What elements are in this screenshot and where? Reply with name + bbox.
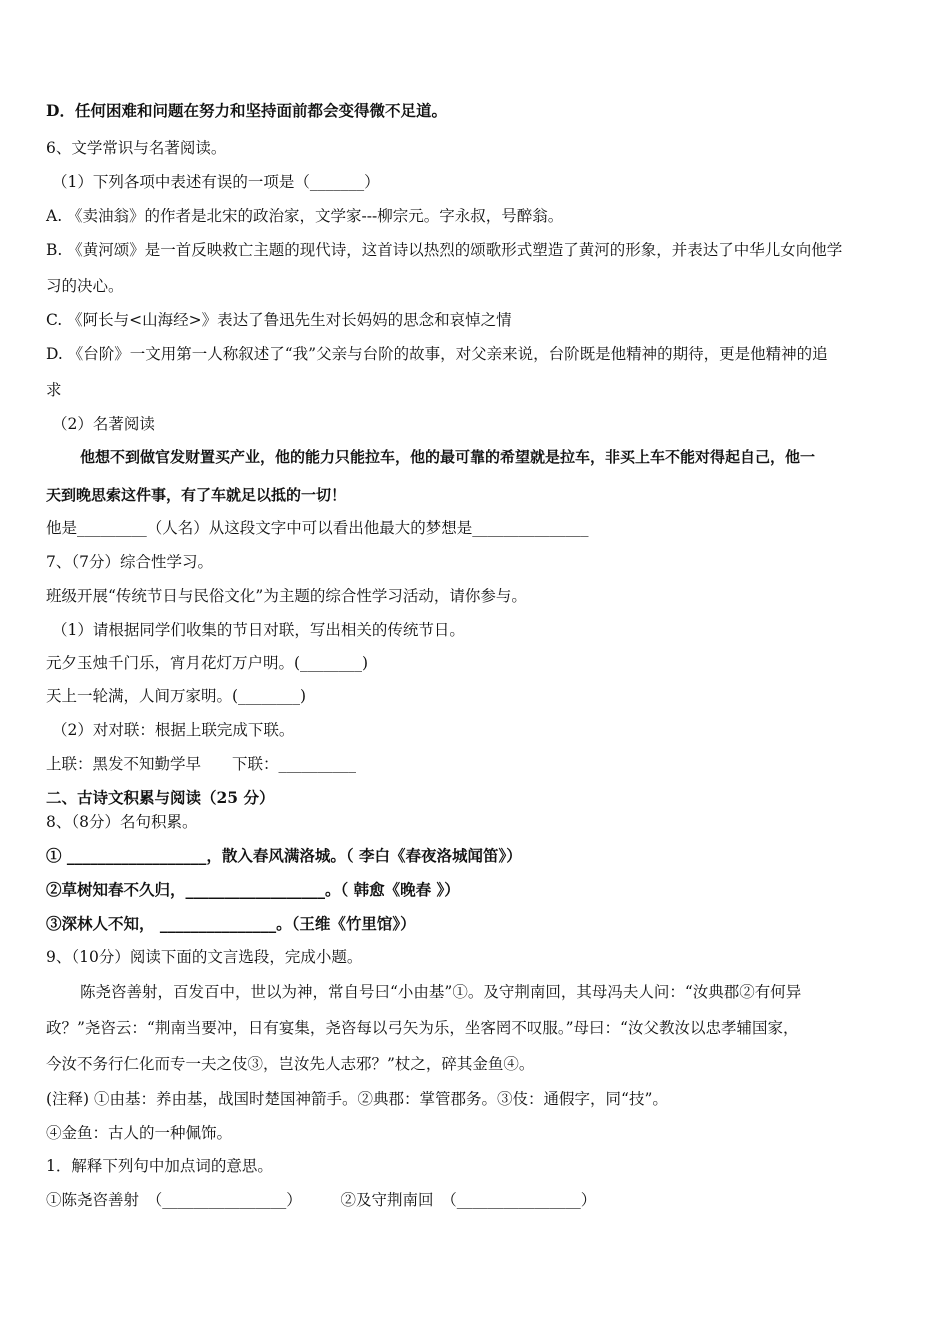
option-b-line2: 习的决心。 — [46, 277, 124, 295]
sub-question-1-stem: 1．解释下列句中加点词的意思。 — [46, 1157, 273, 1175]
excerpt-line2: 天到晚思索这件事，有了车就足以抵的一切！ — [46, 486, 347, 504]
couplet-1: 元夕玉烛千门乐，宵月花灯万户明。(________) — [46, 654, 369, 672]
question-9-heading: 9、（10分）阅读下面的文言选段，完成小题。 — [46, 948, 363, 966]
option-d-line2: 求 — [46, 381, 62, 399]
section-2-heading: 二、古诗文积累与阅读（25 分） — [46, 788, 275, 807]
couplet-2: 天上一轮满，人间万家明。(________) — [46, 687, 307, 705]
annotation-line1: (注释) ①由基：养由基，战国时楚国神箭手。②典郡：掌管郡务。③伎：通假字，同“技”。 — [46, 1090, 668, 1108]
option-c: C. 《阿长与<山海经>》表达了鲁迅先生对长妈妈的思念和哀悼之情 — [46, 311, 512, 329]
question-7-intro: 班级开展“传统节日与民俗文化”为主题的综合性学习活动，请你参与。 — [46, 587, 527, 605]
question-6-1-stem: （1）下列各项中表述有误的一项是（_______） — [52, 173, 380, 191]
quote-3: ③深林人不知， _______________。（王维《竹里馆》） — [46, 914, 416, 933]
classical-text-line3: 今汝不务行仁化而专一夫之伎③，岂汝先人志邪？”杖之，碎其金鱼④。 — [46, 1055, 535, 1073]
question-8-heading: 8、（8分）名句积累。 — [46, 813, 198, 831]
option-d-line1: D. 《台阶》一文用第一人称叙述了“我”父亲与台阶的故事，对父亲来说，台阶既是他精神的期待，更是他精神的追 — [46, 345, 828, 363]
question-6-heading: 6、文学常识与名著阅读。 — [46, 139, 227, 157]
question-7-heading: 7、（7分）综合性学习。 — [46, 553, 213, 571]
question-7-2-stem: （2）对对联：根据上联完成下联。 — [52, 721, 295, 739]
classical-text-line2: 政？”尧咨云：“荆南当要冲，日有宴集，尧咨每以弓矢为乐，坐客罔不叹服。”母曰：“汝父教汝以忠孝辅国家， — [46, 1019, 799, 1037]
option-a: A. 《卖油翁》的作者是北宋的政治家，文学家---柳宗元。字永叔，号醉翁。 — [46, 207, 564, 225]
quote-2: ②草树知春不久归，__________________。（ 韩愈《晚春 》） — [46, 880, 460, 899]
sub-question-1-items: ①陈尧咨善射 （________________） ②及守荆南回 （________________） — [46, 1191, 597, 1209]
question-7-1-stem: （1）请根据同学们收集的节日对联，写出相关的传统节日。 — [52, 621, 465, 639]
option-b-line1: B. 《黄河颂》是一首反映救亡主题的现代诗，这首诗以热烈的颂歌形式塑造了黄河的形象，并表达了中华儿女向他学 — [46, 241, 843, 259]
question-6-2-heading: （2）名著阅读 — [52, 415, 155, 433]
option-d-q5: D．任何困难和问题在努力和坚持面前都会变得微不足道。 — [46, 101, 447, 120]
quote-1: ① __________________，散入春风满洛城。（ 李白《春夜洛城闻笛》） — [46, 846, 522, 865]
question-6-2-fill: 他是_________（人名）从这段文字中可以看出他最大的梦想是_______________ — [46, 519, 589, 537]
excerpt-line1: 他想不到做官发财置买产业，他的能力只能拉车，他的最可靠的希望就是拉车，非买上车不能对得起自己，他一 — [80, 448, 816, 466]
couplet-task: 上联：黑发不知勤学早 下联：__________ — [46, 755, 357, 773]
annotation-line2: ④金鱼：古人的一种佩饰。 — [46, 1124, 233, 1142]
classical-text-line1: 陈尧咨善射，百发百中，世以为神，常自号曰“小由基”①。及守荆南回，其母冯夫人问：“汝典郡②有何异 — [80, 983, 802, 1001]
